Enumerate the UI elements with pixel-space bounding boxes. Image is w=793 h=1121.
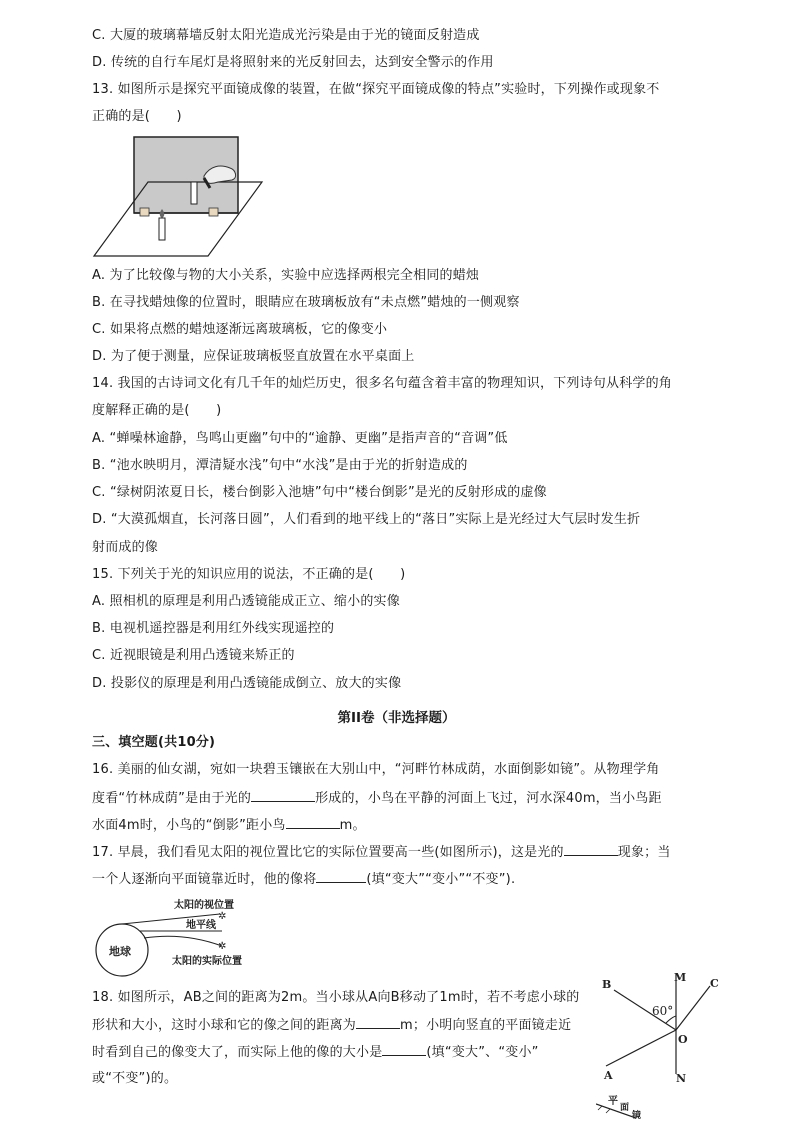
q16-blank-2[interactable] [286,816,340,829]
label-b: B [602,978,612,991]
q13-option-a: A. 为了比较像与物的大小关系，实验中应选择两根完全相同的蜡烛 [92,268,480,283]
label-a: A [604,1069,613,1082]
q18-blank-1[interactable] [356,1016,400,1029]
q17-line2-part2: (填“变大”“变小”“不变”). [366,872,516,887]
q18-line2 [92,1016,571,1035]
q12-option-c: C. 大厦的玻璃幕墙反射太阳光造成光污染是由于光的镜面反射造成 [92,28,480,43]
label-m: M [674,971,687,984]
q17-line1-part2: 现象；当 [617,845,671,860]
q15-option-c: C. 近视眼镜是利用凸透镜来矫正的 [92,648,295,663]
q16-line1: 16. 美丽的仙女湖，宛如一块碧玉镶嵌在大别山中，“河畔竹林成荫，水面倒影如镜”。从物理学角 [92,762,660,777]
q15-option-a: A. 照相机的原理是利用凸透镜能成正立、缩小的实像 [92,594,400,609]
q17-line2-part1: 一个人逐渐向平面镜靠近时，他的像将 [92,872,317,887]
actual-sun-label: 太阳的实际位置 [172,956,242,967]
support-block-left [140,208,149,216]
q15-option-b: B. 电视机遥控器是利用红外线实现遥控的 [92,621,335,636]
q16-blank-1[interactable] [251,789,315,802]
q17-blank-2[interactable] [316,870,366,883]
q16-line2-part2: 形成的，小鸟在平静的河面上飞过，河水深40m，当小鸟距 [315,791,662,806]
refracted-ray [144,936,222,946]
q16-line3-part2: m。 [339,818,366,833]
q18-line2-part1: 形状和大小，这时小球和它的像之间的距离为 [92,1018,357,1033]
q18-line3 [92,1043,539,1062]
q18-line1: 18. 如图所示，AB之间的距离为2m。当小球从A向B移动了1m时，若不考虑小球的 [92,990,580,1005]
q15-option-d: D. 投影仪的原理是利用凸透镜能成倒立、放大的实像 [92,676,402,691]
q16-line2 [92,789,662,808]
mirror-label-1: 平 [608,1096,618,1107]
q18-line3-part2: (填“变大”、“变小” [426,1045,539,1060]
actual-sun-icon: ✲ [218,941,227,952]
q14-option-b: B. “池水映明月，潭清疑水浅”句中“水浅”是由于光的折射造成的 [92,458,468,473]
mirror-surface [606,1030,676,1066]
q14-option-d-line1: D. “大漠孤烟直，长河落日圆”，人们看到的地平线上的“落日”实际上是光经过大气层时发生折 [92,512,641,527]
q17-line2 [92,870,515,889]
ray-oc [676,986,710,1030]
q12-option-d: D. 传统的自行车尾灯是将照射来的光反射回去，达到安全警示的作用 [92,55,494,70]
q18-blank-2[interactable] [382,1043,426,1056]
q17-blank-1[interactable] [564,843,618,856]
angle-label: 60° [652,1004,674,1018]
q14-stem-line2: 度解释正确的是( ) [92,403,222,418]
label-o: O [678,1033,688,1046]
support-block-right [209,208,218,216]
q14-option-c: C. “绿树阴浓夏日长，楼台倒影入池塘”句中“楼台倒影”是光的反射形成的虚像 [92,485,547,500]
earth-label: 地球 [109,945,131,958]
q14-option-d-line2: 射而成的像 [92,540,159,555]
q13-stem-line2: 正确的是( ) [92,109,182,124]
mirror-reflection-figure [596,962,736,1120]
mirror-label-3: 镜 [632,1111,642,1120]
apparent-sun-label: 太阳的视位置 [174,900,234,911]
q14-stem-line1: 14. 我国的古诗词文化有几千年的灿烂历史，很多名句蕴含着丰富的物理知识，下列诗句从科学的角 [92,376,673,391]
q17-line1 [92,843,671,862]
sun-refraction-figure [92,894,272,978]
horizon-label: 地平线 [186,920,216,931]
mirror-experiment-figure [92,132,268,258]
part2-title: 第II卷（非选择题） [337,710,456,726]
q16-line3 [92,816,366,835]
q13-stem-line1: 13. 如图所示是探究平面镜成像的装置，在做“探究平面镜成像的特点”实验时，下列操作或现象不 [92,82,660,97]
apparent-sun-icon: ✲ [218,911,227,922]
lit-candle [159,218,165,240]
q13-option-c: C. 如果将点燃的蜡烛逐渐远离玻璃板，它的像变小 [92,322,388,337]
q17-line1-part1: 17. 早晨，我们看见太阳的视位置比它的实际位置要高一些(如图所示)，这是光的 [92,845,564,860]
label-n: N [676,1072,687,1085]
section3-title: 三、填空题(共10分) [92,735,216,750]
label-c: C [710,977,719,990]
q14-option-a: A. “蝉噪林逾静，鸟鸣山更幽”句中的“逾静、更幽”是指声音的“音调”低 [92,431,508,446]
q18-line3-part1: 时看到自己的像变大了，而实际上他的像的大小是 [92,1045,383,1060]
q13-option-d: D. 为了便于测量，应保证玻璃板竖直放置在水平桌面上 [92,349,415,364]
q16-line3-part1: 水面4m时，小鸟的“倒影”距小鸟 [92,818,286,833]
q16-line2-part1: 度看“竹林成荫”是由于光的 [92,791,252,806]
q18-line2-part2: m；小明向竖直的平面镜走近 [400,1018,572,1033]
mirror-label-2: 面 [620,1103,630,1113]
q18-line4: 或“不变”)的。 [92,1071,178,1086]
q15-stem: 15. 下列关于光的知识应用的说法，不正确的是( ) [92,567,406,582]
q13-option-b: B. 在寻找蜡烛像的位置时，眼睛应在玻璃板放有“未点燃”蜡烛的一侧观察 [92,295,520,310]
candle-image [191,182,197,204]
